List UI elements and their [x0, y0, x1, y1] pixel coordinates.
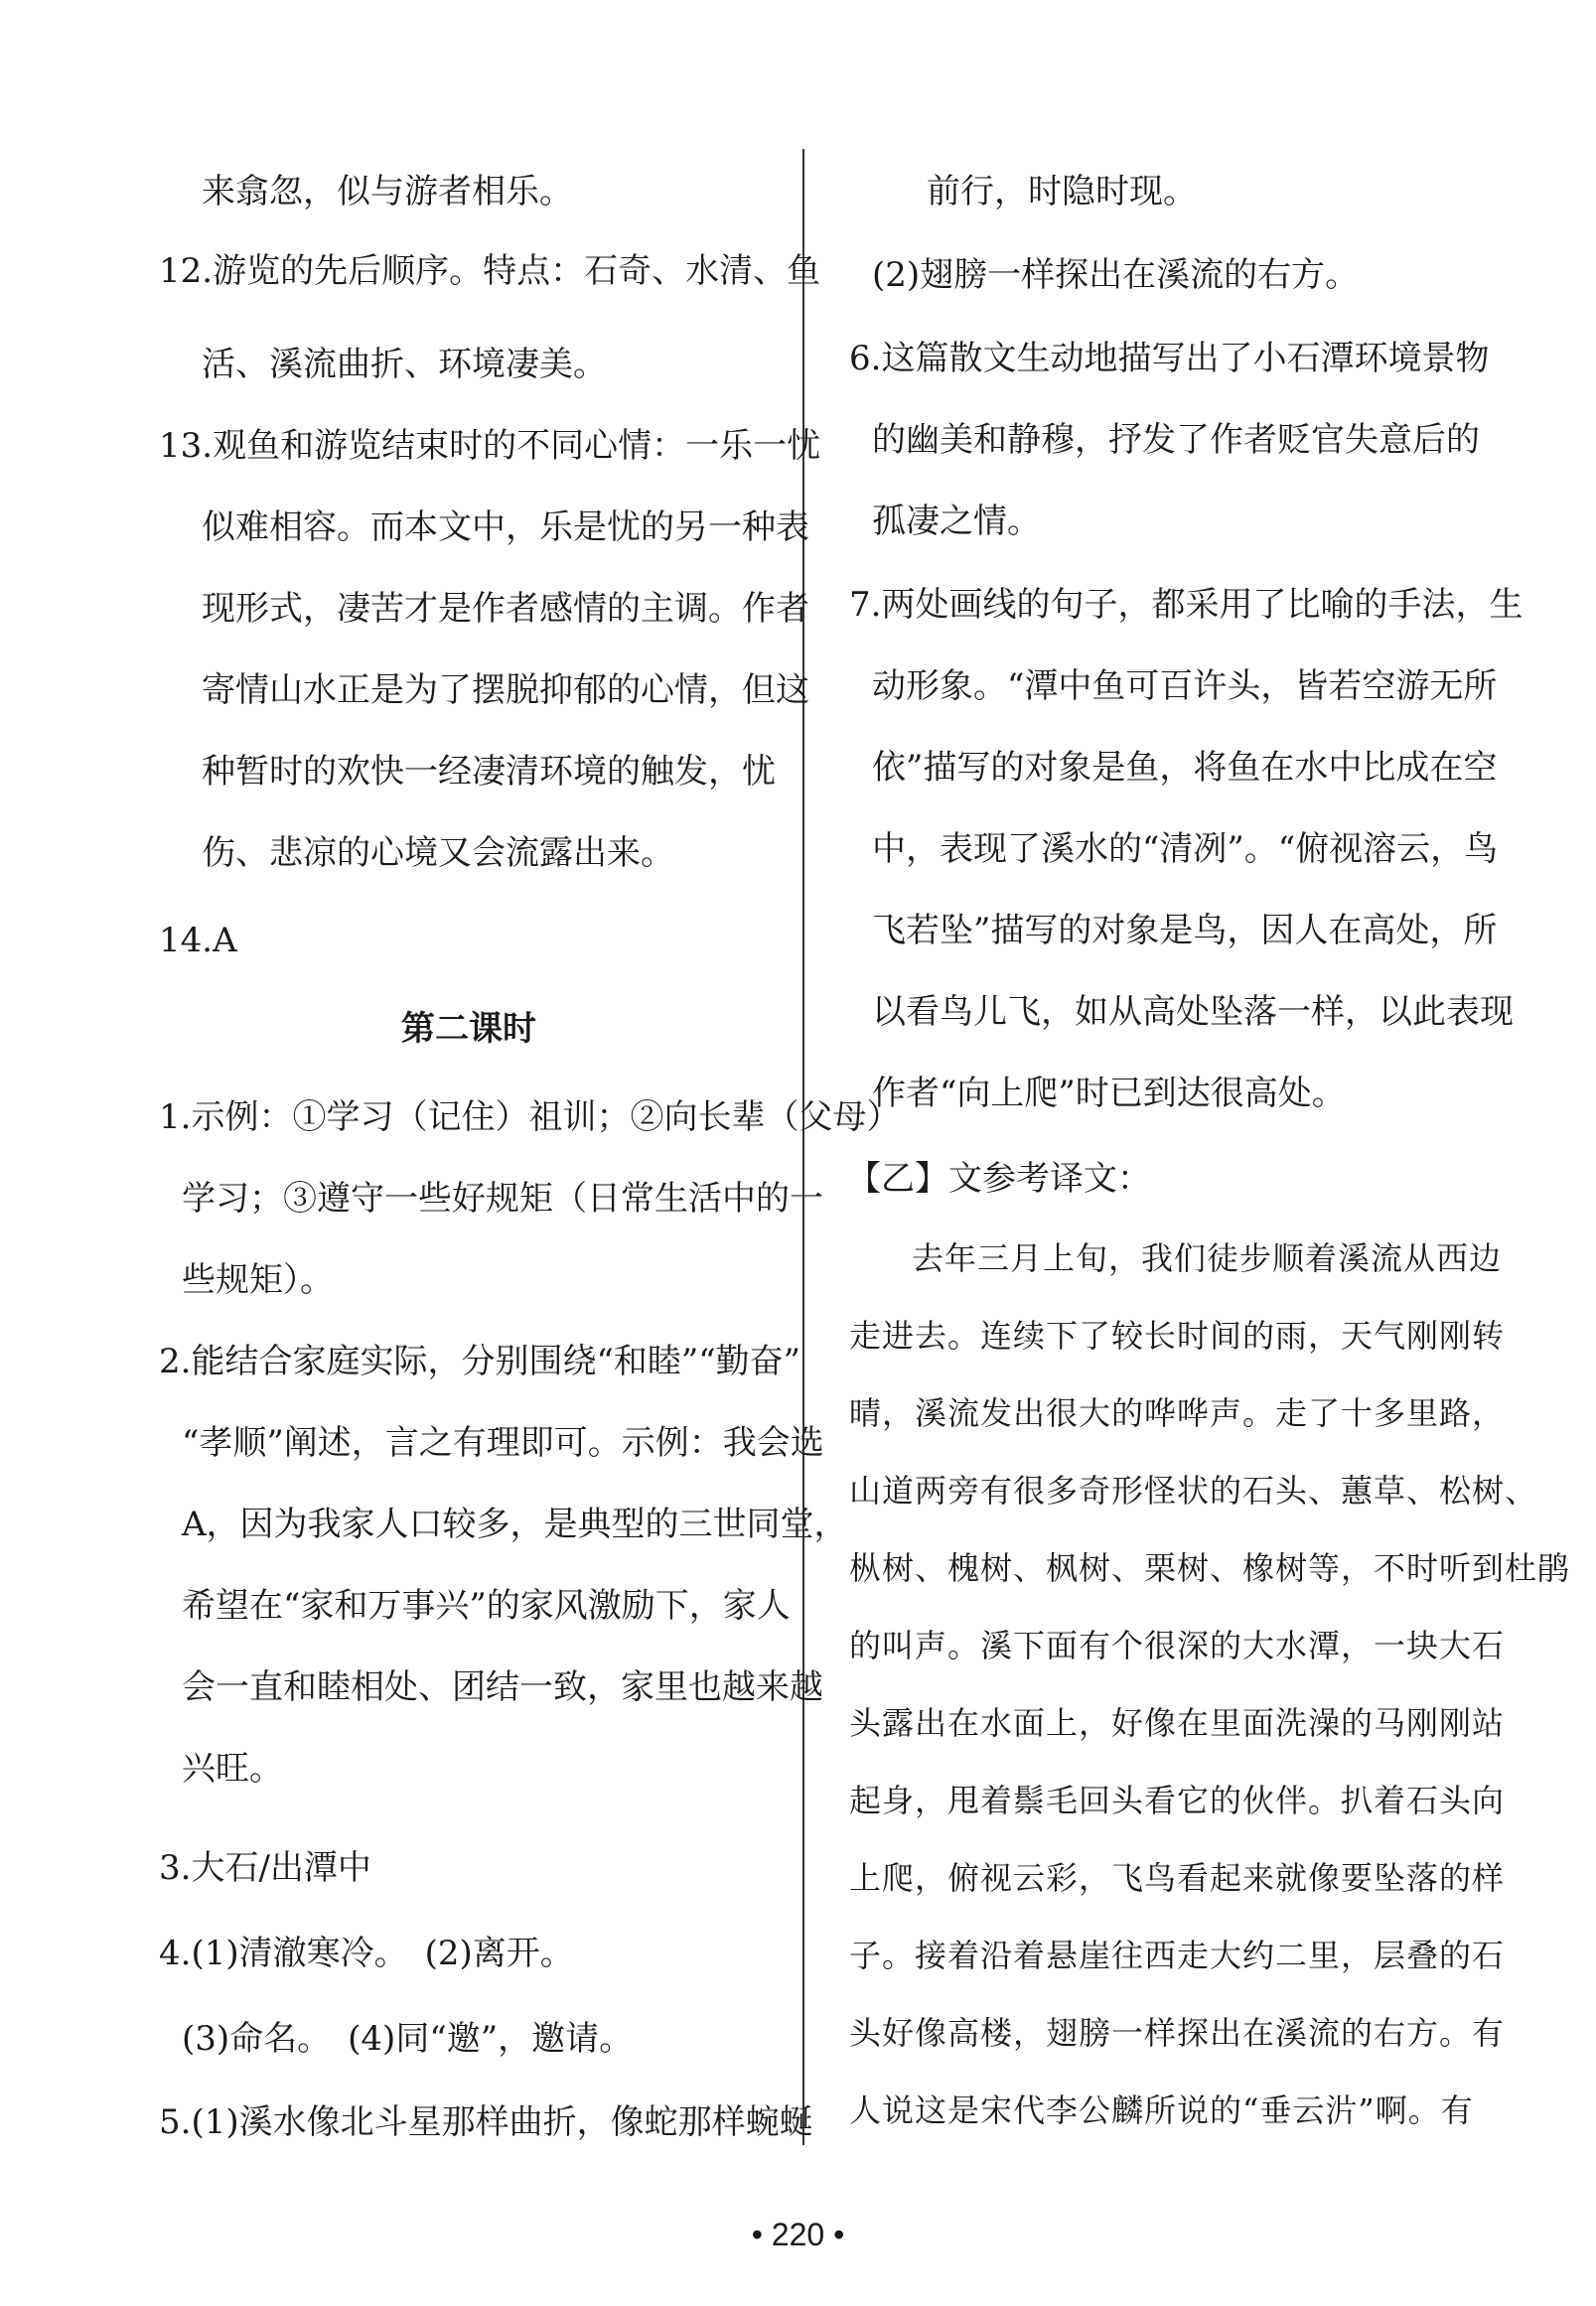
- text-line: 以看鸟儿飞，如从高处坠落一样，以此表现: [872, 992, 1514, 1032]
- text-line: 2.能结合家庭实际，分别围绕“和睦”“勤奋”: [159, 1342, 800, 1381]
- text-line: 山道两旁有很多奇形怪状的石头、蕙草、松树、: [849, 1472, 1538, 1510]
- text-line: 作者“向上爬”时已到达很高处。: [872, 1074, 1346, 1113]
- text-line: 飞若坠”描写的对象是鸟，因人在高处，所: [872, 911, 1498, 950]
- text-line: 7.两处画线的句子，都采用了比喻的手法，生: [849, 585, 1523, 625]
- text-line: 上爬，俯视云彩，飞鸟看起来就像要坠落的样: [849, 1859, 1506, 1897]
- text-line: 13.观鱼和游览结束时的不同心情：一乐一忧: [159, 426, 821, 466]
- text-line: 寄情山水正是为了摆脱抑郁的心情，但这: [202, 670, 809, 710]
- text-line: 兴旺。: [182, 1749, 283, 1789]
- text-line: (2)翅膀一样探出在溪流的右方。: [872, 255, 1360, 295]
- text-line: 14.A: [159, 921, 237, 960]
- text-line: 头露出在水面上，好像在里面洗澡的马刚刚站: [849, 1704, 1506, 1742]
- text-line: 似难相容。而本文中，乐是忧的另一种表: [202, 507, 809, 547]
- text-line: 前行，时隐时现。: [927, 172, 1197, 212]
- text-line: (3)命名。 (4)同“邀”，邀请。: [182, 2019, 634, 2059]
- text-line: 晴，溪流发出很大的哗哗声。走了十多里路，: [849, 1394, 1506, 1432]
- text-line: 6.这篇散文生动地描写出了小石潭环境景物: [849, 339, 1490, 378]
- text-line: “孝顺”阐述，言之有理即可。示例：我会选: [182, 1423, 824, 1463]
- text-line: 走进去。连续下了较长时间的雨，天气刚刚转: [849, 1317, 1506, 1355]
- text-line: 1.示例：①学习（记住）祖训；②向长辈（父母）: [159, 1097, 901, 1137]
- text-line: 现形式，凄苦才是作者感情的主调。作者: [202, 589, 809, 629]
- text-line: 枞树、槐树、枫树、栗树、橡树等，不时听到杜鹃: [849, 1549, 1571, 1587]
- text-line: A，因为我家人口较多，是典型的三世同堂，: [182, 1505, 848, 1544]
- text-line: 些规矩）。: [182, 1260, 334, 1300]
- text-line: 4.(1)清澈寒冷。 (2)离开。: [159, 1934, 574, 1973]
- text-line: 希望在“家和万事兴”的家风激励下，家人: [182, 1586, 791, 1626]
- text-line: 学习；③遵守一些好规矩（日常生活中的一: [182, 1179, 823, 1219]
- text-line: 子。接着沿着悬崖往西走大约二里，层叠的石: [849, 1937, 1506, 1974]
- text-line: 的叫声。溪下面有个很深的大水潭，一块大石: [849, 1627, 1506, 1664]
- text-line: 孤凄之情。: [872, 502, 1041, 541]
- text-line: 来翕忽，似与游者相乐。: [202, 172, 573, 212]
- text-line: 起身，甩着鬃毛回头看它的伙伴。扒着石头向: [849, 1782, 1506, 1819]
- text-line: 去年三月上旬，我们徒步顺着溪流从西边: [912, 1239, 1503, 1277]
- text-line: 依”描写的对象是鱼，将鱼在水中比成在空: [872, 748, 1498, 788]
- text-line: 中，表现了溪水的“清冽”。“俯视溶云，鸟: [872, 829, 1499, 869]
- text-line: 头好像高楼，翅膀一样探出在溪流的右方。有: [849, 2014, 1506, 2052]
- text-line: 会一直和睦相处、团结一致，家里也越来越: [182, 1667, 823, 1707]
- page-number: • 220 •: [751, 2217, 845, 2252]
- text-line: 活、溪流曲折、环境凄美。: [202, 345, 607, 384]
- section-heading: 第二课时: [401, 1009, 536, 1049]
- text-line: 种暂时的欢快一经凄清环境的触发，忧: [202, 752, 776, 792]
- text-line: 伤、悲凉的心境又会流露出来。: [202, 833, 674, 873]
- text-line: 5.(1)溪水像北斗星那样曲折，像蛇那样蜿蜒: [159, 2102, 813, 2142]
- text-line: 【乙】文参考译文：: [847, 1159, 1151, 1199]
- text-line: 的幽美和静穆，抒发了作者贬官失意后的: [872, 420, 1480, 460]
- text-line: 动形象。“潭中鱼可百许头，皆若空游无所: [872, 666, 1498, 706]
- text-line: 人说这是宋代李公麟所说的“垂云沜”啊。有: [849, 2091, 1474, 2129]
- text-line: 3.大石/出潭中: [159, 1848, 371, 1888]
- text-line: 12.游览的先后顺序。特点：石奇、水清、鱼: [159, 251, 821, 291]
